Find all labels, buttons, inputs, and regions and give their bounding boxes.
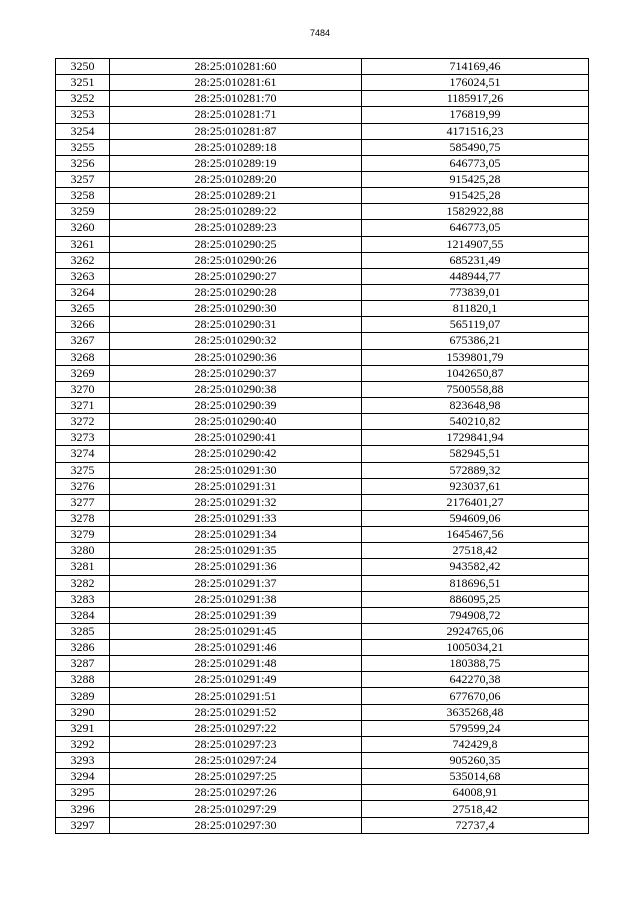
cadastral-value-cell: 646773,05	[362, 220, 589, 236]
table-row	[56, 527, 589, 543]
table-row	[56, 801, 589, 817]
cadastral-value-cell: 72737,4	[362, 817, 589, 833]
table-row	[56, 817, 589, 833]
row-number-cell: 3272	[56, 414, 110, 430]
table-row	[56, 591, 589, 607]
table-row	[56, 640, 589, 656]
row-number-cell: 3288	[56, 672, 110, 688]
row-number-cell: 3255	[56, 139, 110, 155]
cadastral-value-cell: 1729841,94	[362, 430, 589, 446]
cadastral-value-cell: 535014,68	[362, 769, 589, 785]
cadastral-value-cell: 180388,75	[362, 656, 589, 672]
cadastral-number-cell: 28:25:010281:87	[110, 123, 362, 139]
cadastral-value-cell: 585490,75	[362, 139, 589, 155]
table-row	[56, 317, 589, 333]
table-row	[56, 704, 589, 720]
table-row	[56, 720, 589, 736]
cadastral-value-cell: 915425,28	[362, 171, 589, 187]
cadastral-value-cell: 794908,72	[362, 607, 589, 623]
row-number-cell: 3251	[56, 75, 110, 91]
row-number-cell: 3254	[56, 123, 110, 139]
table-row	[56, 268, 589, 284]
table-row	[56, 414, 589, 430]
cadastral-number-cell: 28:25:010291:49	[110, 672, 362, 688]
cadastral-number-cell: 28:25:010290:42	[110, 446, 362, 462]
row-number-cell: 3260	[56, 220, 110, 236]
row-number-cell: 3270	[56, 381, 110, 397]
row-number-cell: 3266	[56, 317, 110, 333]
table-row	[56, 462, 589, 478]
table-row	[56, 155, 589, 171]
cadastral-value-cell: 685231,49	[362, 252, 589, 268]
cadastral-number-cell: 28:25:010281:61	[110, 75, 362, 91]
row-number-cell: 3279	[56, 527, 110, 543]
cadastral-value-cell: 3635268,48	[362, 704, 589, 720]
row-number-cell: 3285	[56, 623, 110, 639]
cadastral-value-cell: 905260,35	[362, 753, 589, 769]
cadastral-value-cell: 773839,01	[362, 284, 589, 300]
cadastral-number-cell: 28:25:010290:32	[110, 333, 362, 349]
row-number-cell: 3286	[56, 640, 110, 656]
table-row	[56, 220, 589, 236]
cadastral-number-cell: 28:25:010281:60	[110, 59, 362, 75]
row-number-cell: 3276	[56, 478, 110, 494]
row-number-cell: 3282	[56, 575, 110, 591]
cadastral-number-cell: 28:25:010281:70	[110, 91, 362, 107]
table-row	[56, 139, 589, 155]
cadastral-value-cell: 646773,05	[362, 155, 589, 171]
table-row	[56, 736, 589, 752]
cadastral-value-cell: 2924765,06	[362, 623, 589, 639]
cadastral-number-cell: 28:25:010290:38	[110, 381, 362, 397]
row-number-cell: 3291	[56, 720, 110, 736]
cadastral-number-cell: 28:25:010289:18	[110, 139, 362, 155]
cadastral-value-cell: 811820,1	[362, 301, 589, 317]
row-number-cell: 3274	[56, 446, 110, 462]
row-number-cell: 3265	[56, 301, 110, 317]
cadastral-value-cell: 1645467,56	[362, 527, 589, 543]
cadastral-number-cell: 28:25:010291:39	[110, 607, 362, 623]
row-number-cell: 3292	[56, 736, 110, 752]
cadastral-value-cell: 1042650,87	[362, 365, 589, 381]
cadastral-number-cell: 28:25:010297:22	[110, 720, 362, 736]
row-number-cell: 3296	[56, 801, 110, 817]
cadastral-number-cell: 28:25:010289:19	[110, 155, 362, 171]
cadastral-value-cell: 642270,38	[362, 672, 589, 688]
row-number-cell: 3271	[56, 397, 110, 413]
table-row	[56, 107, 589, 123]
cadastral-number-cell: 28:25:010291:37	[110, 575, 362, 591]
row-number-cell: 3293	[56, 753, 110, 769]
cadastral-number-cell: 28:25:010290:37	[110, 365, 362, 381]
cadastral-number-cell: 28:25:010291:31	[110, 478, 362, 494]
row-number-cell: 3269	[56, 365, 110, 381]
row-number-cell: 3295	[56, 785, 110, 801]
cadastral-value-cell: 677670,06	[362, 688, 589, 704]
row-number-cell: 3250	[56, 59, 110, 75]
cadastral-value-cell: 176819,99	[362, 107, 589, 123]
table-row	[56, 575, 589, 591]
cadastral-number-cell: 28:25:010290:41	[110, 430, 362, 446]
cadastral-number-cell: 28:25:010291:46	[110, 640, 362, 656]
cadastral-value-cell: 448944,77	[362, 268, 589, 284]
table-row	[56, 365, 589, 381]
cadastral-number-cell: 28:25:010297:29	[110, 801, 362, 817]
cadastral-value-cell: 565119,07	[362, 317, 589, 333]
cadastral-value-cell: 176024,51	[362, 75, 589, 91]
row-number-cell: 3280	[56, 543, 110, 559]
cadastral-value-cell: 582945,51	[362, 446, 589, 462]
table-row	[56, 59, 589, 75]
table-row	[56, 785, 589, 801]
row-number-cell: 3256	[56, 155, 110, 171]
cadastral-value-cell: 886095,25	[362, 591, 589, 607]
row-number-cell: 3294	[56, 769, 110, 785]
cadastral-value-cell: 1582922,88	[362, 204, 589, 220]
cadastral-value-cell: 1005034,21	[362, 640, 589, 656]
cadastral-value-cell: 2176401,27	[362, 494, 589, 510]
cadastral-value-cell: 823648,98	[362, 397, 589, 413]
row-number-cell: 3277	[56, 494, 110, 510]
cadastral-value-cell: 540210,82	[362, 414, 589, 430]
row-number-cell: 3273	[56, 430, 110, 446]
row-number-cell: 3264	[56, 284, 110, 300]
table-row	[56, 171, 589, 187]
cadastral-number-cell: 28:25:010289:20	[110, 171, 362, 187]
cadastral-number-cell: 28:25:010291:52	[110, 704, 362, 720]
row-number-cell: 3290	[56, 704, 110, 720]
row-number-cell: 3261	[56, 236, 110, 252]
row-number-cell: 3262	[56, 252, 110, 268]
cadastral-number-cell: 28:25:010297:24	[110, 753, 362, 769]
table-row	[56, 236, 589, 252]
row-number-cell: 3268	[56, 349, 110, 365]
cadastral-value-cell: 64008,91	[362, 785, 589, 801]
table-row	[56, 769, 589, 785]
row-number-cell: 3283	[56, 591, 110, 607]
cadastral-number-cell: 28:25:010291:34	[110, 527, 362, 543]
cadastral-number-cell: 28:25:010291:38	[110, 591, 362, 607]
table-row	[56, 623, 589, 639]
cadastral-value-cell: 714169,46	[362, 59, 589, 75]
table-row	[56, 188, 589, 204]
cadastral-value-cell: 1185917,26	[362, 91, 589, 107]
table-row	[56, 559, 589, 575]
cadastral-number-cell: 28:25:010289:22	[110, 204, 362, 220]
cadastral-number-cell: 28:25:010291:51	[110, 688, 362, 704]
row-number-cell: 3263	[56, 268, 110, 284]
cadastral-value-cell: 4171516,23	[362, 123, 589, 139]
table-row	[56, 510, 589, 526]
table-row	[56, 349, 589, 365]
table-row	[56, 430, 589, 446]
row-number-cell: 3253	[56, 107, 110, 123]
row-number-cell: 3258	[56, 188, 110, 204]
cadastral-number-cell: 28:25:010291:48	[110, 656, 362, 672]
cadastral-number-cell: 28:25:010297:26	[110, 785, 362, 801]
cadastral-number-cell: 28:25:010291:30	[110, 462, 362, 478]
cadastral-number-cell: 28:25:010290:40	[110, 414, 362, 430]
table-row	[56, 301, 589, 317]
table-row	[56, 333, 589, 349]
cadastral-number-cell: 28:25:010290:26	[110, 252, 362, 268]
cadastral-value-cell: 923037,61	[362, 478, 589, 494]
table-row	[56, 672, 589, 688]
table-row	[56, 446, 589, 462]
row-number-cell: 3259	[56, 204, 110, 220]
table-row	[56, 397, 589, 413]
table-row	[56, 494, 589, 510]
table-body	[56, 59, 589, 834]
row-number-cell: 3278	[56, 510, 110, 526]
table-row	[56, 656, 589, 672]
cadastral-value-cell: 915425,28	[362, 188, 589, 204]
row-number-cell: 3257	[56, 171, 110, 187]
row-number-cell: 3287	[56, 656, 110, 672]
cadastral-number-cell: 28:25:010291:36	[110, 559, 362, 575]
cadastral-value-cell: 818696,51	[362, 575, 589, 591]
row-number-cell: 3275	[56, 462, 110, 478]
table-row	[56, 75, 589, 91]
cadastral-number-cell: 28:25:010290:25	[110, 236, 362, 252]
cadastral-number-cell: 28:25:010289:23	[110, 220, 362, 236]
cadastral-number-cell: 28:25:010289:21	[110, 188, 362, 204]
table-row	[56, 204, 589, 220]
cadastral-number-cell: 28:25:010290:39	[110, 397, 362, 413]
row-number-cell: 3297	[56, 817, 110, 833]
table-row	[56, 607, 589, 623]
cadastral-number-cell: 28:25:010291:33	[110, 510, 362, 526]
cadastral-number-cell: 28:25:010290:27	[110, 268, 362, 284]
cadastral-value-cell: 27518,42	[362, 801, 589, 817]
table-row	[56, 478, 589, 494]
cadastral-number-cell: 28:25:010297:30	[110, 817, 362, 833]
table-row	[56, 284, 589, 300]
cadastral-value-cell: 594609,06	[362, 510, 589, 526]
cadastral-value-cell: 675386,21	[362, 333, 589, 349]
cadastral-value-cell: 27518,42	[362, 543, 589, 559]
cadastral-number-cell: 28:25:010297:25	[110, 769, 362, 785]
page-number: 7484	[309, 28, 331, 38]
cadastral-number-cell: 28:25:010290:28	[110, 284, 362, 300]
row-number-cell: 3252	[56, 91, 110, 107]
cadastral-number-cell: 28:25:010281:71	[110, 107, 362, 123]
cadastral-value-cell: 579599,24	[362, 720, 589, 736]
cadastral-value-cell: 572889,32	[362, 462, 589, 478]
cadastral-number-cell: 28:25:010291:45	[110, 623, 362, 639]
table-row	[56, 753, 589, 769]
row-number-cell: 3267	[56, 333, 110, 349]
cadastral-number-cell: 28:25:010290:36	[110, 349, 362, 365]
cadastral-value-cell: 7500558,88	[362, 381, 589, 397]
row-number-cell: 3284	[56, 607, 110, 623]
table-row	[56, 91, 589, 107]
cadastral-value-cell: 943582,42	[362, 559, 589, 575]
cadastral-value-cell: 742429,8	[362, 736, 589, 752]
table-row	[56, 123, 589, 139]
row-number-cell: 3289	[56, 688, 110, 704]
cadastral-value-table	[55, 58, 589, 834]
cadastral-number-cell: 28:25:010291:32	[110, 494, 362, 510]
cadastral-number-cell: 28:25:010291:35	[110, 543, 362, 559]
table-row	[56, 688, 589, 704]
cadastral-number-cell: 28:25:010290:30	[110, 301, 362, 317]
cadastral-number-cell: 28:25:010297:23	[110, 736, 362, 752]
table-row	[56, 381, 589, 397]
table-row	[56, 543, 589, 559]
cadastral-value-cell: 1539801,79	[362, 349, 589, 365]
table-row	[56, 252, 589, 268]
cadastral-value-cell: 1214907,55	[362, 236, 589, 252]
row-number-cell: 3281	[56, 559, 110, 575]
cadastral-number-cell: 28:25:010290:31	[110, 317, 362, 333]
